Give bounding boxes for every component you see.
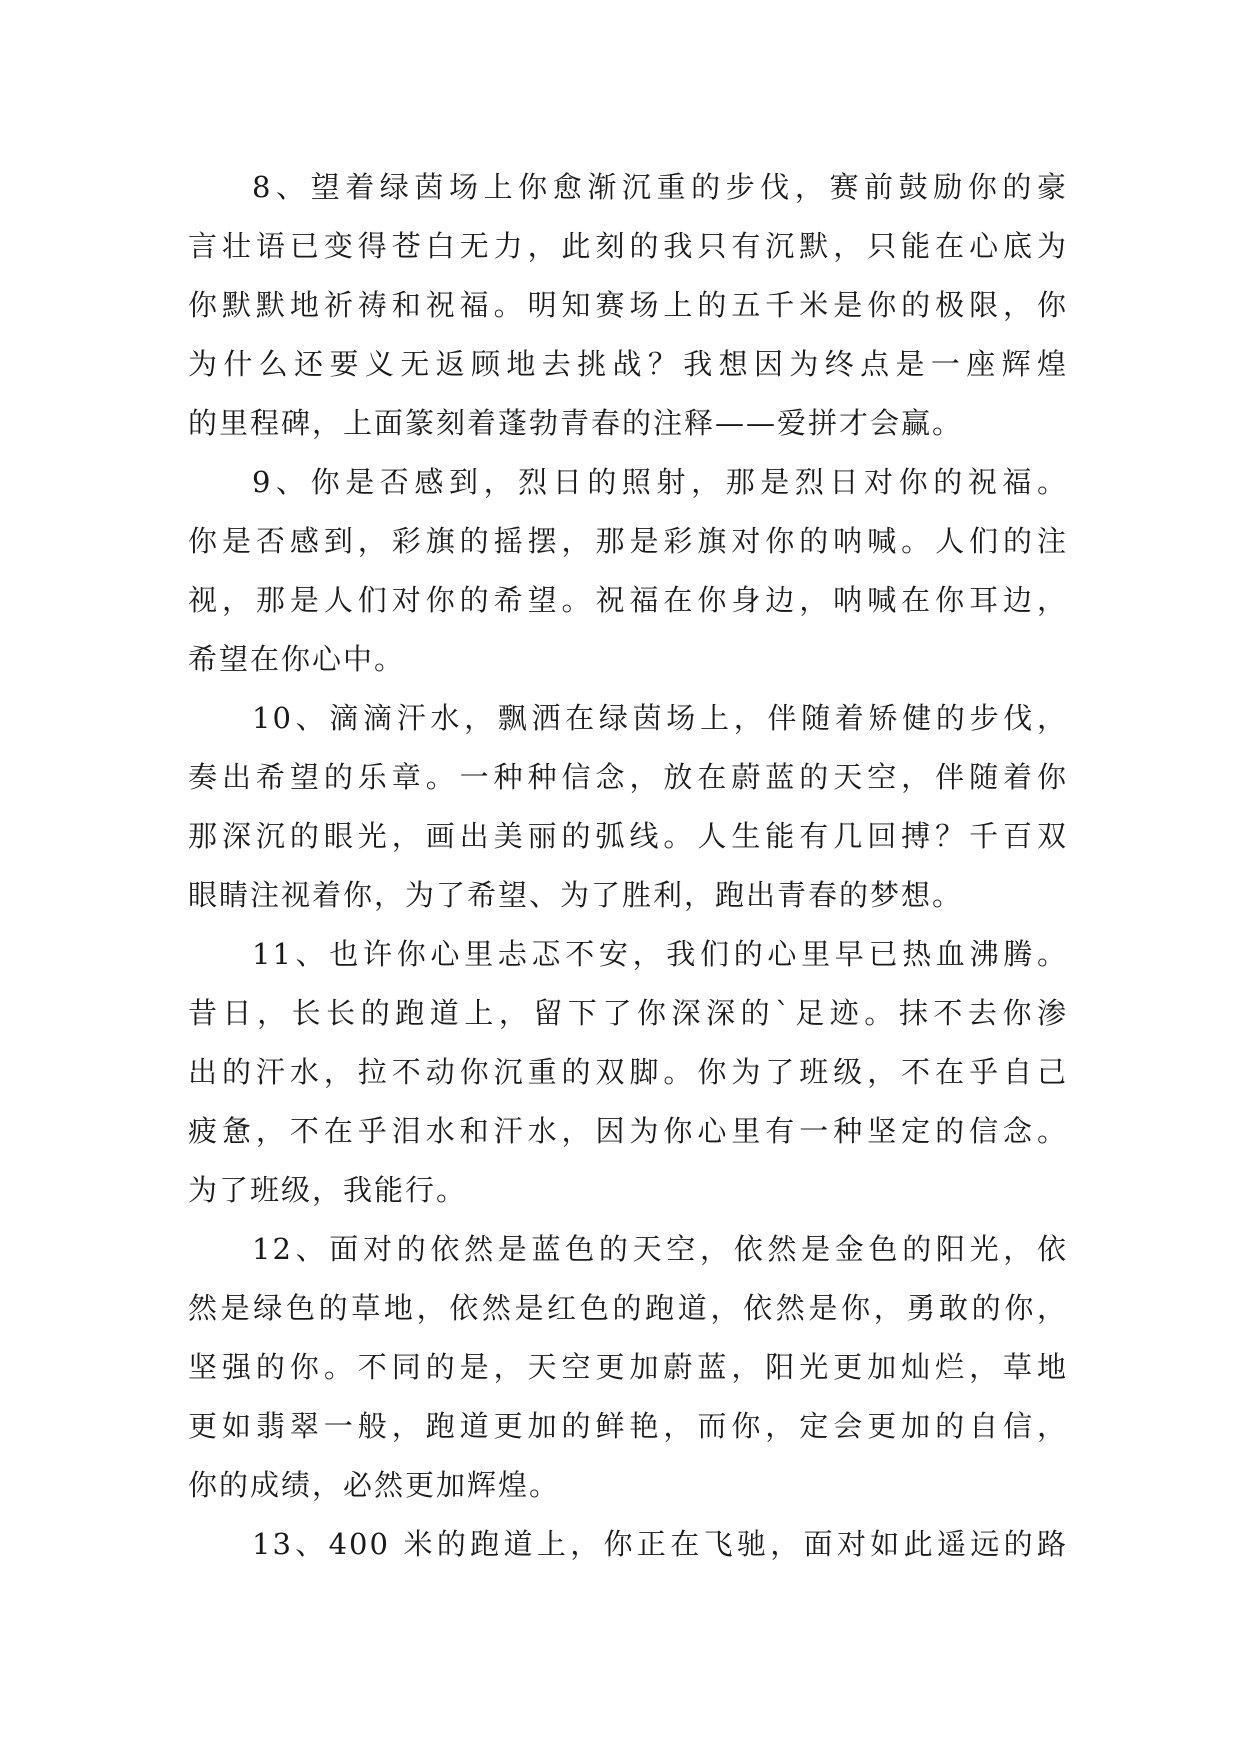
document-body — [188, 158, 1068, 1574]
paragraph-11-line-3: 出的汗水，拉不动你沉重的双脚。你为了班级，不在乎自己 — [188, 1055, 1068, 1089]
paragraph-8-line-4: 为什么还要义无返顾地去挑战？我想因为终点是一座辉煌 — [188, 347, 1068, 381]
paragraph-9-line-3: 视，那是人们对你的希望。祝福在你身边，呐喊在你耳边， — [188, 583, 1068, 617]
paragraph-12-line-1: 12、面对的依然是蓝色的天空，依然是金色的阳光，依 — [252, 1232, 1068, 1266]
paragraph-13-line-1: 13、400 米的跑道上，你正在飞驰，面对如此遥远的路 — [252, 1527, 1068, 1561]
paragraph-8-line-2: 言壮语已变得苍白无力，此刻的我只有沉默，只能在心底为 — [188, 229, 1068, 263]
paragraph-12-line-4: 更如翡翠一般，跑道更加的鲜艳，而你，定会更加的自信， — [188, 1409, 1068, 1443]
paragraph-11-line-2: 昔日，长长的跑道上，留下了你深深的`足迹。抹不去你渗 — [188, 996, 1068, 1030]
paragraph-8-line-3: 你默默地祈祷和祝福。明知赛场上的五千米是你的极限，你 — [188, 288, 1068, 322]
paragraph-11-line-4: 疲惫，不在乎泪水和汗水，因为你心里有一种坚定的信念。 — [188, 1114, 1068, 1148]
paragraph-9-line-4: 希望在你心中。 — [188, 642, 406, 676]
paragraph-8-line-1: 8、望着绿茵场上你愈渐沉重的步伐，赛前鼓励你的豪 — [252, 170, 1068, 204]
paragraph-8-line-5: 的里程碑，上面篆刻着蓬勃青春的注释——爱拼才会赢。 — [188, 406, 964, 440]
paragraph-12-line-2: 然是绿色的草地，依然是红色的跑道，依然是你，勇敢的你， — [188, 1291, 1068, 1325]
paragraph-9-line-2: 你是否感到，彩旗的摇摆，那是彩旗对你的呐喊。人们的注 — [188, 524, 1068, 558]
paragraph-11-line-5: 为了班级，我能行。 — [188, 1173, 468, 1207]
paragraph-9-line-1: 9、你是否感到，烈日的照射，那是烈日对你的祝福。 — [252, 465, 1068, 499]
paragraph-11-line-1: 11、也许你心里忐忑不安，我们的心里早已热血沸腾。 — [252, 937, 1068, 971]
paragraph-10-line-4: 眼睛注视着你，为了希望、为了胜利，跑出青春的梦想。 — [188, 878, 964, 912]
paragraph-10-line-1: 10、滴滴汗水，飘洒在绿茵场上，伴随着矫健的步伐， — [252, 701, 1068, 735]
paragraph-12-line-3: 坚强的你。不同的是，天空更加蔚蓝，阳光更加灿烂，草地 — [188, 1350, 1068, 1384]
paragraph-10-line-2: 奏出希望的乐章。一种种信念，放在蔚蓝的天空，伴随着你 — [188, 760, 1068, 794]
paragraph-10-line-3: 那深沉的眼光，画出美丽的弧线。人生能有几回搏？千百双 — [188, 819, 1068, 853]
paragraph-12-line-5: 你的成绩，必然更加辉煌。 — [188, 1468, 561, 1502]
